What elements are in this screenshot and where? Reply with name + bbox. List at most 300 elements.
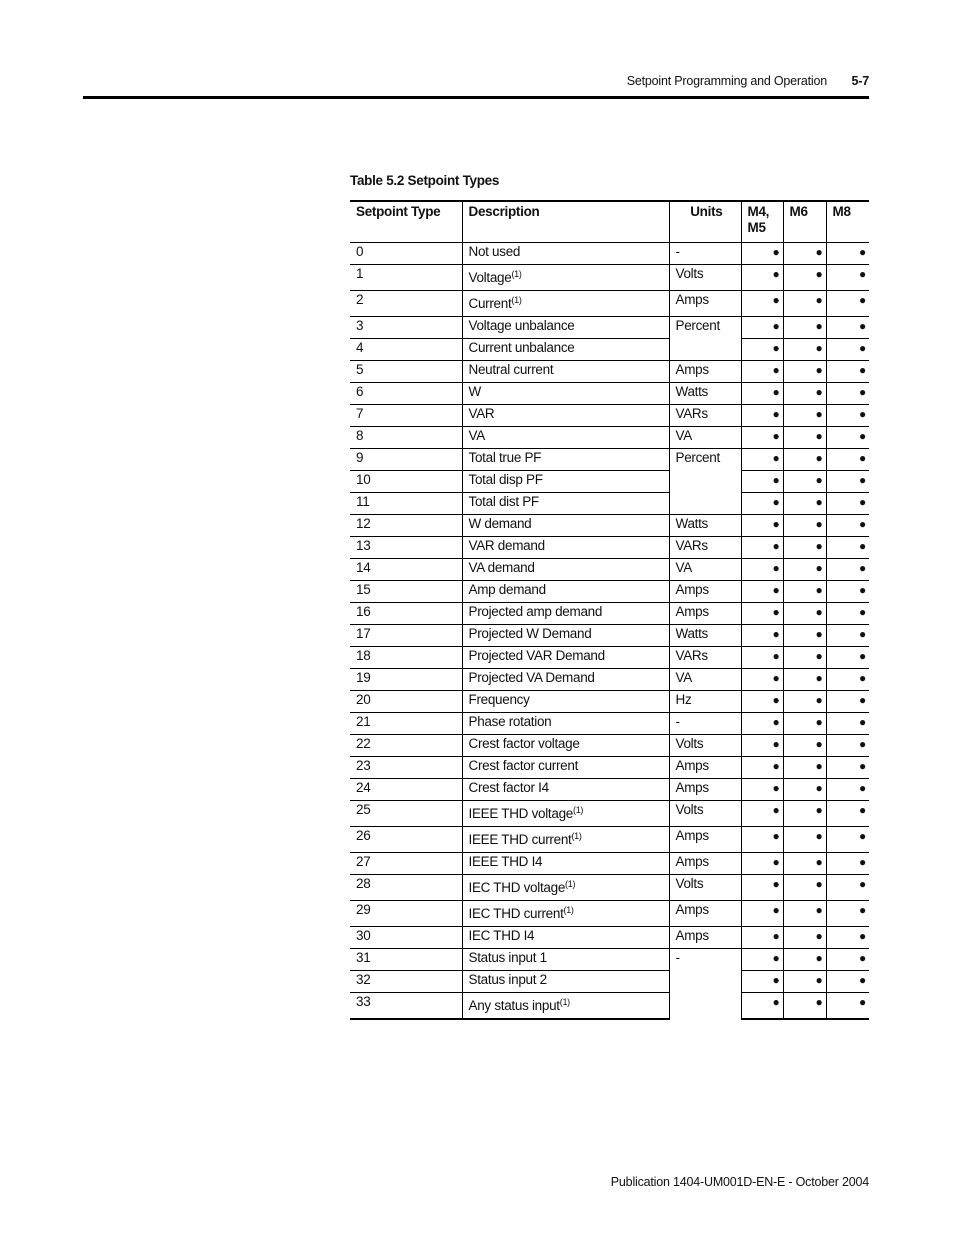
applicability-m4-m5-cell [741, 580, 783, 602]
table-row [350, 992, 869, 1019]
applicability-m8-cell [826, 948, 869, 970]
description-cell [462, 316, 669, 338]
bullet-icon: ● [772, 876, 780, 891]
description-text: Projected W Demand [468, 625, 592, 641]
bullet-icon: ● [859, 736, 866, 751]
table-row [350, 448, 869, 470]
description-cell [462, 470, 669, 492]
bullet-icon: ● [815, 450, 823, 465]
bullet-icon: ● [859, 266, 866, 281]
applicability-m8-cell [826, 624, 869, 646]
setpoint-type-cell: 3 [350, 316, 462, 338]
bullet-icon: ● [772, 692, 780, 707]
footnote-marker: (1) [511, 268, 522, 279]
column-header-m8: M8 [826, 201, 869, 242]
bullet-icon: ● [772, 604, 780, 619]
applicability-m6-cell [783, 756, 826, 778]
units-cell: Volts [669, 800, 741, 826]
description-cell [462, 624, 669, 646]
bullet-icon: ● [859, 902, 866, 917]
applicability-m4-m5-cell [741, 948, 783, 970]
description-cell [462, 734, 669, 756]
table-row [350, 338, 869, 360]
units-cell: Hz [669, 690, 741, 712]
applicability-m4-m5-cell [741, 448, 783, 470]
description-text: Projected VA Demand [468, 669, 595, 685]
footnote-marker: (1) [565, 878, 576, 889]
bullet-icon: ● [815, 582, 823, 597]
bullet-icon: ● [772, 292, 780, 307]
applicability-m8-cell [826, 404, 869, 426]
applicability-m4-m5-cell [741, 382, 783, 404]
description-text: Projected VAR Demand [468, 647, 605, 663]
description-cell [462, 756, 669, 778]
description-cell [462, 360, 669, 382]
bullet-icon: ● [815, 736, 823, 751]
bullet-icon: ● [772, 318, 780, 333]
setpoint-type-cell: 0 [350, 242, 462, 264]
setpoint-type-cell: 9 [350, 448, 462, 470]
setpoint-type-cell: 15 [350, 580, 462, 602]
description-cell [462, 426, 669, 448]
table-row [350, 926, 869, 948]
units-cell: Watts [669, 624, 741, 646]
table-row [350, 624, 869, 646]
description-cell [462, 290, 669, 316]
description-cell [462, 970, 669, 992]
description-text: Status input 1 [468, 949, 547, 965]
bullet-icon: ● [859, 340, 866, 355]
description-text: IEC THD I4 [468, 927, 535, 943]
bullet-icon: ● [772, 902, 780, 917]
bullet-icon: ● [859, 692, 866, 707]
setpoint-type-cell: 10 [350, 470, 462, 492]
bullet-icon: ● [772, 854, 780, 869]
setpoint-type-cell: 14 [350, 558, 462, 580]
applicability-m6-cell [783, 624, 826, 646]
applicability-m4-m5-cell [741, 602, 783, 624]
applicability-m4-m5-cell [741, 242, 783, 264]
description-text: Any status input [468, 997, 560, 1013]
setpoint-type-cell: 21 [350, 712, 462, 734]
description-cell [462, 712, 669, 734]
bullet-icon: ● [772, 516, 780, 531]
description-cell [462, 668, 669, 690]
description-cell [462, 338, 669, 360]
bullet-icon: ● [772, 472, 780, 487]
table-row [350, 734, 869, 756]
applicability-m6-cell [783, 992, 826, 1019]
table-row [350, 492, 869, 514]
applicability-m6-cell [783, 970, 826, 992]
applicability-m8-cell [826, 242, 869, 264]
column-header-units: Units [669, 201, 741, 242]
table-header-row [350, 201, 869, 242]
setpoint-type-cell: 5 [350, 360, 462, 382]
description-text: Total true PF [468, 449, 542, 465]
table-row [350, 690, 869, 712]
bullet-icon: ● [859, 876, 866, 891]
bullet-icon: ● [815, 972, 823, 987]
units-cell: Percent [669, 316, 741, 360]
table-row [350, 778, 869, 800]
description-text: VA [468, 427, 485, 443]
applicability-m8-cell [826, 800, 869, 826]
table-row [350, 242, 869, 264]
units-cell: - [669, 948, 741, 1019]
units-cell: VARs [669, 404, 741, 426]
applicability-m6-cell [783, 948, 826, 970]
description-cell [462, 852, 669, 874]
table-row [350, 382, 869, 404]
setpoint-type-cell: 18 [350, 646, 462, 668]
applicability-m4-m5-cell [741, 290, 783, 316]
description-cell [462, 558, 669, 580]
applicability-m8-cell [826, 382, 869, 404]
units-cell: VARs [669, 646, 741, 668]
units-cell: Amps [669, 826, 741, 852]
applicability-m8-cell [826, 668, 869, 690]
applicability-m8-cell [826, 426, 869, 448]
applicability-m6-cell [783, 382, 826, 404]
setpoint-type-cell: 19 [350, 668, 462, 690]
bullet-icon: ● [815, 560, 823, 575]
description-text: IEC THD voltage [468, 879, 566, 895]
bullet-icon: ● [772, 406, 780, 421]
bullet-icon: ● [772, 802, 780, 817]
bullet-icon: ● [859, 516, 866, 531]
description-text: Not used [468, 243, 521, 259]
setpoint-type-cell: 28 [350, 874, 462, 900]
setpoint-type-cell: 32 [350, 970, 462, 992]
applicability-m4-m5-cell [741, 624, 783, 646]
bullet-icon: ● [815, 406, 823, 421]
setpoint-type-cell: 17 [350, 624, 462, 646]
description-text: Projected amp demand [468, 603, 603, 619]
applicability-m4-m5-cell [741, 690, 783, 712]
setpoint-type-cell: 23 [350, 756, 462, 778]
applicability-m6-cell [783, 734, 826, 756]
table-row [350, 874, 869, 900]
applicability-m4-m5-cell [741, 646, 783, 668]
applicability-m4-m5-cell [741, 470, 783, 492]
units-cell: Amps [669, 360, 741, 382]
table-row [350, 558, 869, 580]
units-cell: Amps [669, 926, 741, 948]
bullet-icon: ● [815, 670, 823, 685]
description-text: VAR [468, 405, 495, 421]
bullet-icon: ● [815, 340, 823, 355]
applicability-m8-cell [826, 602, 869, 624]
bullet-icon: ● [772, 362, 780, 377]
applicability-m4-m5-cell [741, 926, 783, 948]
applicability-m6-cell [783, 242, 826, 264]
table-row [350, 514, 869, 536]
units-cell: - [669, 712, 741, 734]
bullet-icon: ● [772, 494, 780, 509]
bullet-icon: ● [772, 670, 780, 685]
applicability-m6-cell [783, 900, 826, 926]
units-cell: VA [669, 558, 741, 580]
applicability-m4-m5-cell [741, 426, 783, 448]
bullet-icon: ● [859, 244, 866, 259]
bullet-icon: ● [815, 292, 823, 307]
units-cell: Amps [669, 778, 741, 800]
applicability-m8-cell [826, 826, 869, 852]
applicability-m8-cell [826, 874, 869, 900]
setpoint-type-cell: 24 [350, 778, 462, 800]
applicability-m6-cell [783, 316, 826, 338]
bullet-icon: ● [772, 244, 780, 259]
applicability-m8-cell [826, 778, 869, 800]
bullet-icon: ● [815, 950, 823, 965]
bullet-icon: ● [859, 994, 866, 1009]
applicability-m4-m5-cell [741, 874, 783, 900]
bullet-icon: ● [772, 626, 780, 641]
table-row [350, 668, 869, 690]
table-row [350, 290, 869, 316]
units-cell: Amps [669, 852, 741, 874]
applicability-m8-cell [826, 264, 869, 290]
applicability-m8-cell [826, 514, 869, 536]
table-row [350, 470, 869, 492]
applicability-m6-cell [783, 668, 826, 690]
applicability-m6-cell [783, 826, 826, 852]
bullet-icon: ● [815, 362, 823, 377]
description-cell [462, 926, 669, 948]
column-header-setpoint-type: Setpoint Type [350, 201, 462, 242]
description-cell [462, 900, 669, 926]
description-cell [462, 646, 669, 668]
setpoint-type-cell: 27 [350, 852, 462, 874]
applicability-m4-m5-cell [741, 338, 783, 360]
table-row [350, 580, 869, 602]
table-row [350, 800, 869, 826]
applicability-m6-cell [783, 852, 826, 874]
description-cell [462, 580, 669, 602]
applicability-m6-cell [783, 646, 826, 668]
units-cell: Amps [669, 756, 741, 778]
description-cell [462, 602, 669, 624]
bullet-icon: ● [859, 560, 866, 575]
column-header-m4-m5: M4, M5 [741, 201, 783, 242]
bullet-icon: ● [815, 244, 823, 259]
bullet-icon: ● [815, 994, 823, 1009]
table-row [350, 948, 869, 970]
units-cell: Amps [669, 900, 741, 926]
bullet-icon: ● [815, 876, 823, 891]
table-caption: Table 5.2 Setpoint Types [350, 173, 500, 188]
description-text: Crest factor voltage [468, 735, 580, 751]
setpoint-type-cell: 20 [350, 690, 462, 712]
bullet-icon: ● [772, 648, 780, 663]
description-cell [462, 778, 669, 800]
bullet-icon: ● [859, 972, 866, 987]
description-text: IEC THD current [468, 905, 564, 921]
units-cell: Volts [669, 734, 741, 756]
applicability-m6-cell [783, 492, 826, 514]
applicability-m8-cell [826, 470, 869, 492]
applicability-m8-cell [826, 690, 869, 712]
applicability-m6-cell [783, 558, 826, 580]
applicability-m8-cell [826, 734, 869, 756]
setpoint-type-cell: 33 [350, 992, 462, 1019]
bullet-icon: ● [815, 648, 823, 663]
bullet-icon: ● [859, 538, 866, 553]
bullet-icon: ● [859, 648, 866, 663]
bullet-icon: ● [859, 828, 866, 843]
description-text: IEEE THD current [468, 831, 572, 847]
applicability-m8-cell [826, 360, 869, 382]
setpoint-type-cell: 8 [350, 426, 462, 448]
units-cell: Amps [669, 290, 741, 316]
applicability-m8-cell [826, 646, 869, 668]
bullet-icon: ● [772, 560, 780, 575]
bullet-icon: ● [859, 854, 866, 869]
header-rule [83, 96, 869, 99]
applicability-m8-cell [826, 290, 869, 316]
setpoint-type-cell: 7 [350, 404, 462, 426]
table-row [350, 360, 869, 382]
description-text: Total disp PF [468, 471, 543, 487]
description-cell [462, 492, 669, 514]
description-text: Total dist PF [468, 493, 539, 509]
bullet-icon: ● [772, 758, 780, 773]
units-cell: VA [669, 426, 741, 448]
description-text: Voltage [468, 269, 512, 285]
applicability-m6-cell [783, 404, 826, 426]
applicability-m4-m5-cell [741, 264, 783, 290]
units-cell: VARs [669, 536, 741, 558]
bullet-icon: ● [772, 780, 780, 795]
table-row [350, 712, 869, 734]
description-text: Phase rotation [468, 713, 552, 729]
applicability-m4-m5-cell [741, 536, 783, 558]
applicability-m6-cell [783, 514, 826, 536]
bullet-icon: ● [859, 318, 866, 333]
applicability-m6-cell [783, 778, 826, 800]
setpoint-type-cell: 16 [350, 602, 462, 624]
table-row [350, 646, 869, 668]
units-cell: Volts [669, 264, 741, 290]
setpoint-type-cell: 11 [350, 492, 462, 514]
units-cell: Volts [669, 874, 741, 900]
applicability-m6-cell [783, 536, 826, 558]
applicability-m8-cell [826, 580, 869, 602]
description-cell [462, 264, 669, 290]
footnote-marker: (1) [559, 996, 570, 1007]
setpoint-type-cell: 26 [350, 826, 462, 852]
units-cell: Watts [669, 514, 741, 536]
table-body [350, 242, 869, 1019]
bullet-icon: ● [772, 450, 780, 465]
bullet-icon: ● [815, 626, 823, 641]
setpoint-type-cell: 29 [350, 900, 462, 926]
applicability-m4-m5-cell [741, 668, 783, 690]
bullet-icon: ● [772, 928, 780, 943]
bullet-icon: ● [815, 828, 823, 843]
applicability-m6-cell [783, 602, 826, 624]
applicability-m4-m5-cell [741, 360, 783, 382]
table-row [350, 264, 869, 290]
applicability-m4-m5-cell [741, 316, 783, 338]
description-text: Neutral current [468, 361, 554, 377]
applicability-m6-cell [783, 874, 826, 900]
bullet-icon: ● [815, 494, 823, 509]
bullet-icon: ● [859, 604, 866, 619]
description-cell [462, 800, 669, 826]
applicability-m8-cell [826, 756, 869, 778]
bullet-icon: ● [859, 802, 866, 817]
table-row [350, 536, 869, 558]
applicability-m4-m5-cell [741, 900, 783, 926]
applicability-m8-cell [826, 338, 869, 360]
footnote-marker: (1) [573, 804, 584, 815]
bullet-icon: ● [772, 340, 780, 355]
bullet-icon: ● [859, 362, 866, 377]
applicability-m8-cell [826, 536, 869, 558]
applicability-m6-cell [783, 690, 826, 712]
applicability-m6-cell [783, 360, 826, 382]
description-cell [462, 826, 669, 852]
units-cell: VA [669, 668, 741, 690]
units-cell: Amps [669, 602, 741, 624]
applicability-m8-cell [826, 992, 869, 1019]
footnote-marker: (1) [571, 830, 582, 841]
setpoint-type-cell: 25 [350, 800, 462, 826]
bullet-icon: ● [772, 384, 780, 399]
applicability-m4-m5-cell [741, 712, 783, 734]
applicability-m6-cell [783, 290, 826, 316]
bullet-icon: ● [859, 582, 866, 597]
table-row [350, 970, 869, 992]
applicability-m8-cell [826, 558, 869, 580]
units-cell: Amps [669, 580, 741, 602]
applicability-m8-cell [826, 970, 869, 992]
bullet-icon: ● [772, 582, 780, 597]
bullet-icon: ● [815, 538, 823, 553]
bullet-icon: ● [772, 736, 780, 751]
bullet-icon: ● [772, 428, 780, 443]
description-cell [462, 690, 669, 712]
applicability-m6-cell [783, 264, 826, 290]
applicability-m4-m5-cell [741, 734, 783, 756]
column-header-m6: M6 [783, 201, 826, 242]
bullet-icon: ● [772, 972, 780, 987]
setpoint-type-cell: 22 [350, 734, 462, 756]
table-row [350, 404, 869, 426]
description-cell [462, 448, 669, 470]
bullet-icon: ● [859, 494, 866, 509]
applicability-m8-cell [826, 448, 869, 470]
table-row [350, 826, 869, 852]
bullet-icon: ● [815, 266, 823, 281]
applicability-m8-cell [826, 712, 869, 734]
description-text: Crest factor current [468, 757, 579, 773]
description-text: Amp demand [468, 581, 546, 597]
column-header-description: Description [462, 201, 669, 242]
applicability-m6-cell [783, 800, 826, 826]
description-cell [462, 992, 669, 1019]
publication-footer: Publication 1404-UM001D-EN-E - October 2004 [610, 1175, 869, 1189]
bullet-icon: ● [772, 714, 780, 729]
applicability-m4-m5-cell [741, 992, 783, 1019]
bullet-icon: ● [859, 950, 866, 965]
applicability-m4-m5-cell [741, 514, 783, 536]
footnote-marker: (1) [511, 294, 522, 305]
bullet-icon: ● [815, 928, 823, 943]
applicability-m8-cell [826, 852, 869, 874]
